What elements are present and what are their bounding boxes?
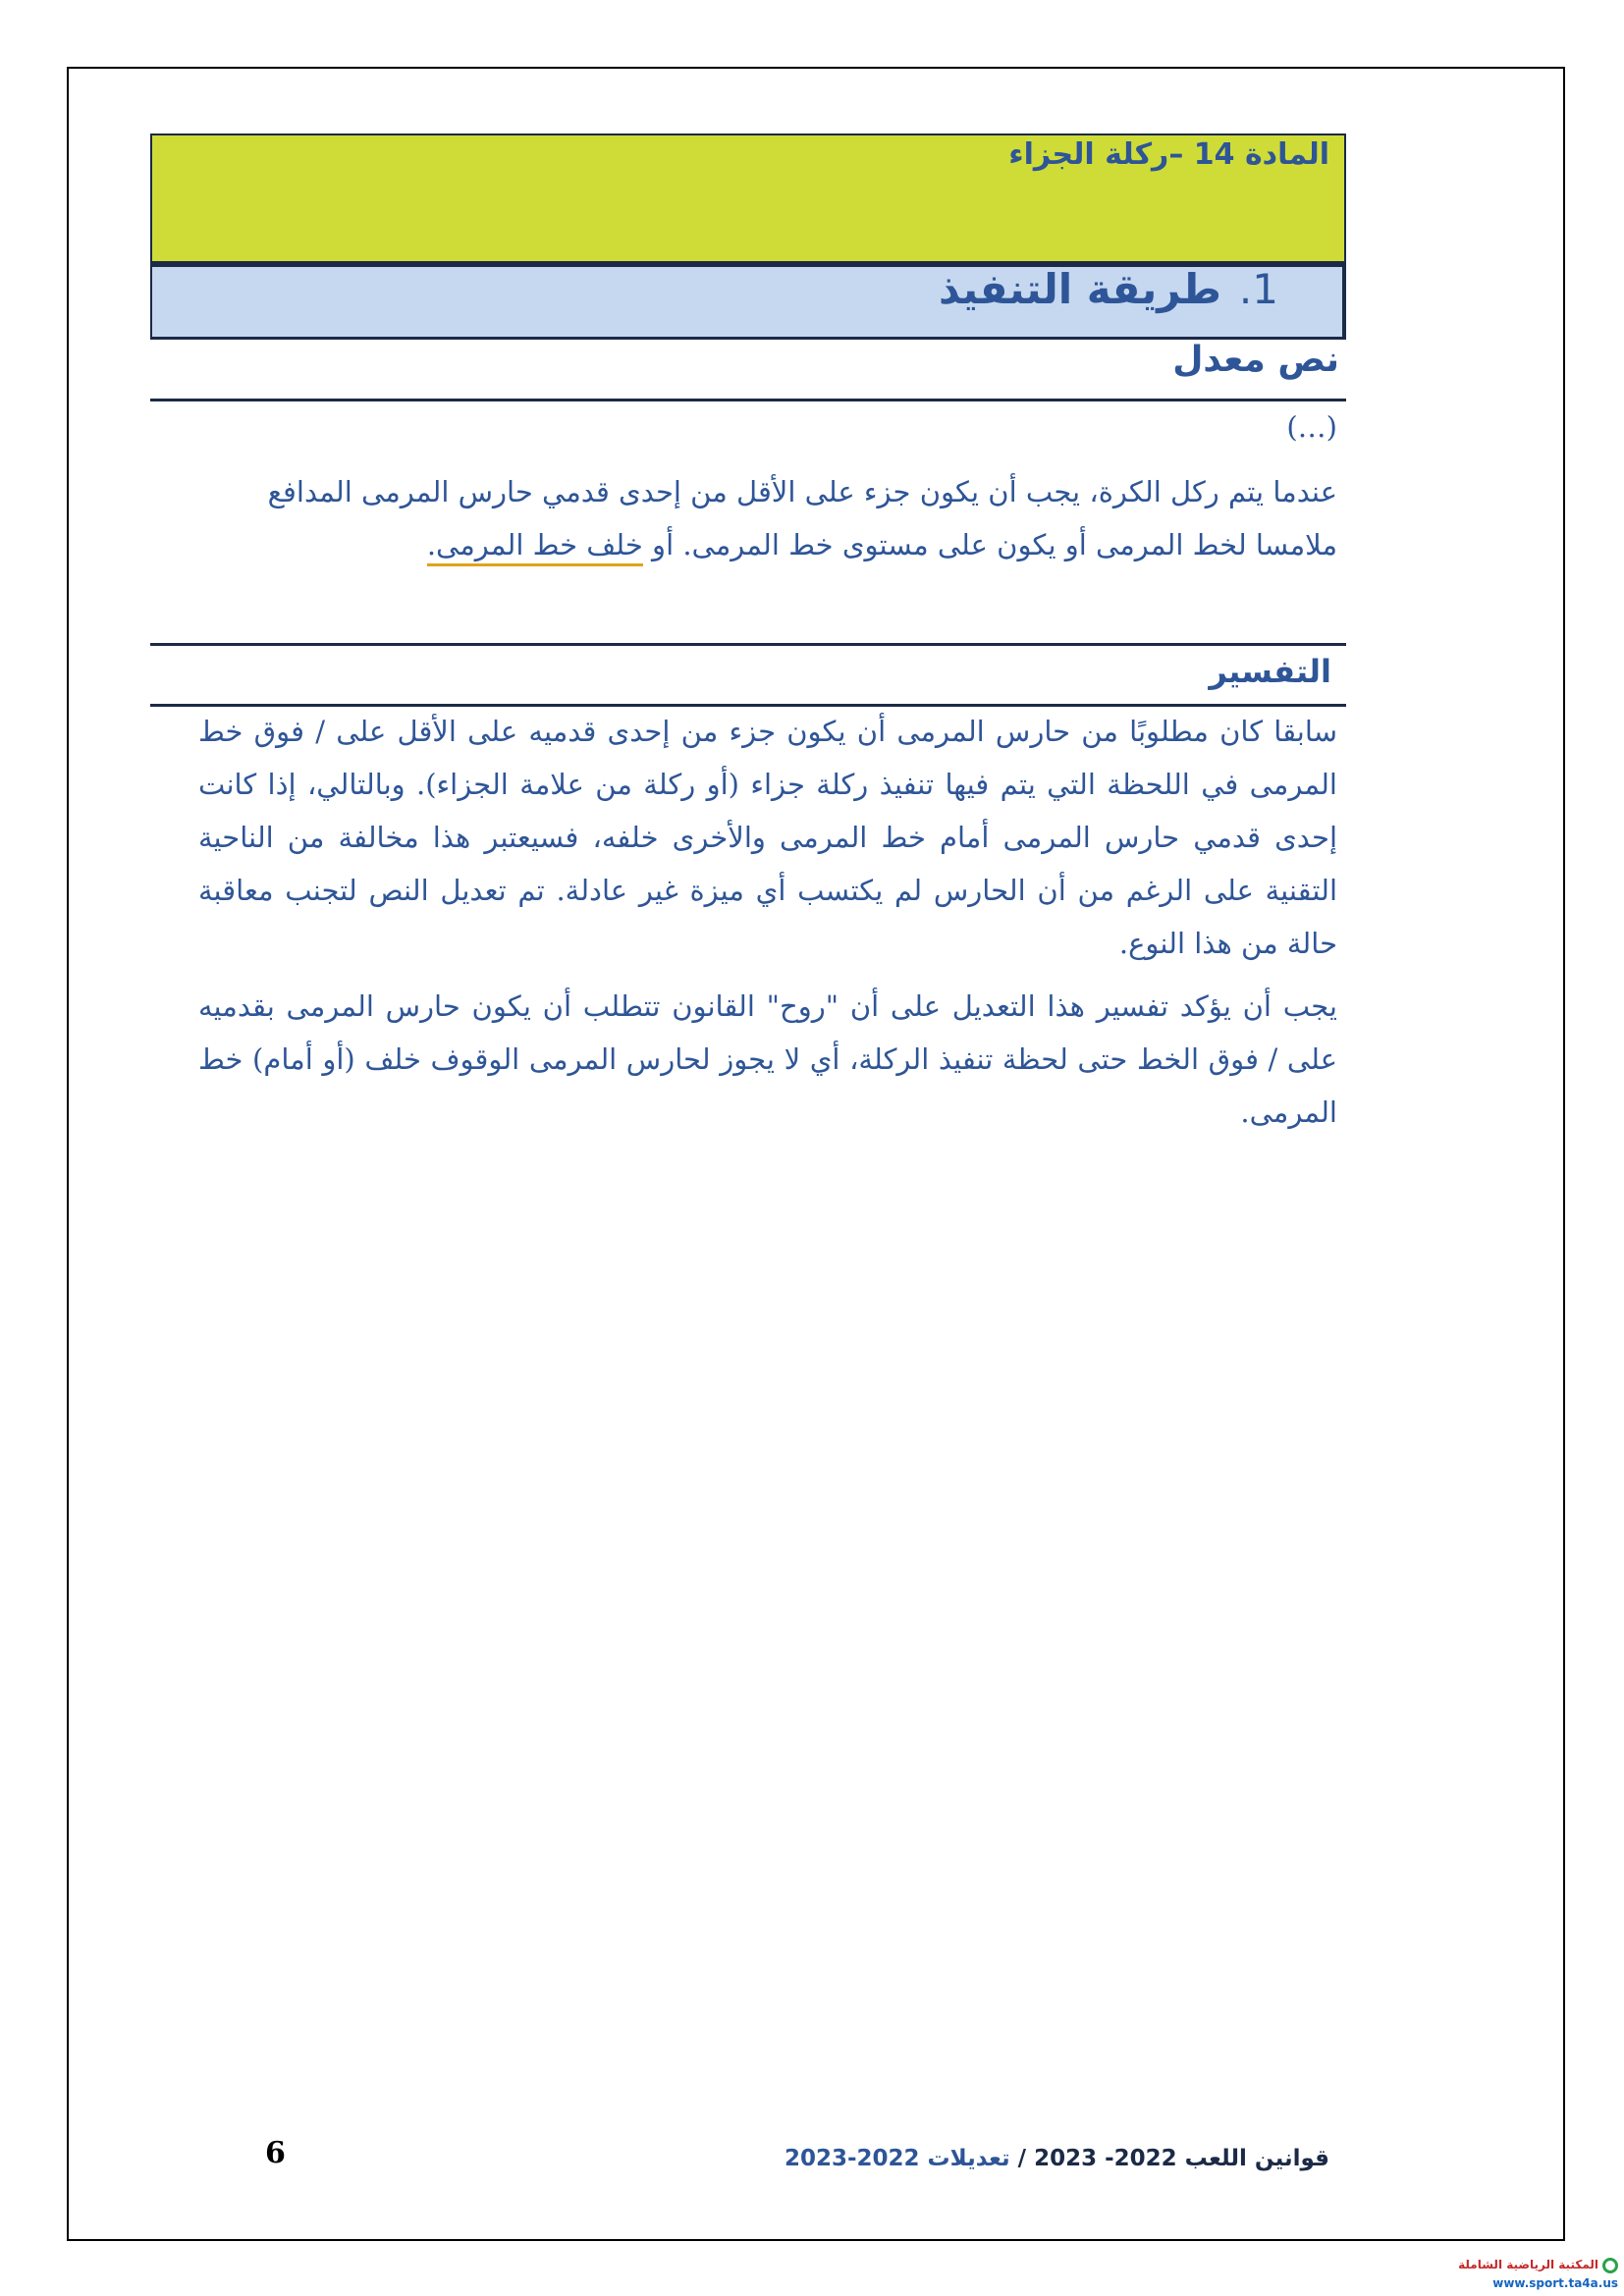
explanation-paragraph-2: يجب أن يؤكد تفسير هذا التعديل على أن "روح" القانون تتطلب أن يكون حارس المرمى بقدميه على / فوق الخط حتى لحظة تنفيذ الركلة، أي لا يجوز لحارس المرمى الوقوف خلف (أو أمام) خط المرمى. (198, 989, 1337, 1129)
divider (150, 643, 1346, 646)
ellipsis-text: (…) (1286, 410, 1337, 444)
amended-text-body (198, 465, 1337, 571)
section-title-text: طريقة التنفيذ (939, 265, 1221, 313)
page-border (67, 67, 1565, 2241)
watermark-name: المكتبة الرياضية الشاملة (1458, 2258, 1598, 2271)
library-logo-icon (1602, 2258, 1618, 2273)
page-number: 6 (265, 2136, 286, 2170)
explanation-paragraph-1: سابقا كان مطلوبًا من حارس المرمى أن يكون جزء من إحدى قدميه على الأقل على / فوق خط المرمى في اللحظة التي يتم فيها تنفيذ ركلة جزاء (أو ركلة من علامة الجزاء). وبالتالي، إذا كانت إحدى قدمي حارس المرمى أمام خط المرمى والأخرى خلفه، فسيعتبر هذا مخالفة من الناحية التقنية على الرغم من أن الحارس لم يكتسب أي ميزة غير عادلة. تم تعديل النص لتجنب معاقبة حالة من هذا النوع. (198, 715, 1337, 960)
footer-title (785, 2146, 1329, 2171)
watermark-url: www.sport.ta4a.us (1492, 2276, 1618, 2290)
explanation-heading: التفسير (1209, 653, 1331, 690)
amended-text-line2 (198, 518, 1337, 571)
footer-laws-title: قوانين اللعب 2022- 2023 / (1009, 2146, 1329, 2171)
footer-amendments: تعديلات 2022-2023 (784, 2146, 1010, 2171)
section-title (939, 265, 1278, 313)
amended-text-line2-main: ملامسا لخط المرمى أو يكون على مستوى خط المرمى. أو (642, 528, 1337, 561)
amended-text-underlined: خلف خط المرمى. (427, 528, 643, 566)
explanation-body (198, 705, 1337, 1139)
article-title: المادة 14 –ركلة الجزاء (1008, 137, 1329, 172)
amended-text-heading: نص معدل (1172, 340, 1339, 380)
watermark (1458, 2258, 1620, 2293)
divider (150, 399, 1346, 401)
section-number: 1. (1238, 265, 1278, 313)
amended-text-line1: عندما يتم ركل الكرة، يجب أن يكون جزء على الأقل من إحدى قدمي حارس المرمى المدافع (267, 475, 1337, 508)
